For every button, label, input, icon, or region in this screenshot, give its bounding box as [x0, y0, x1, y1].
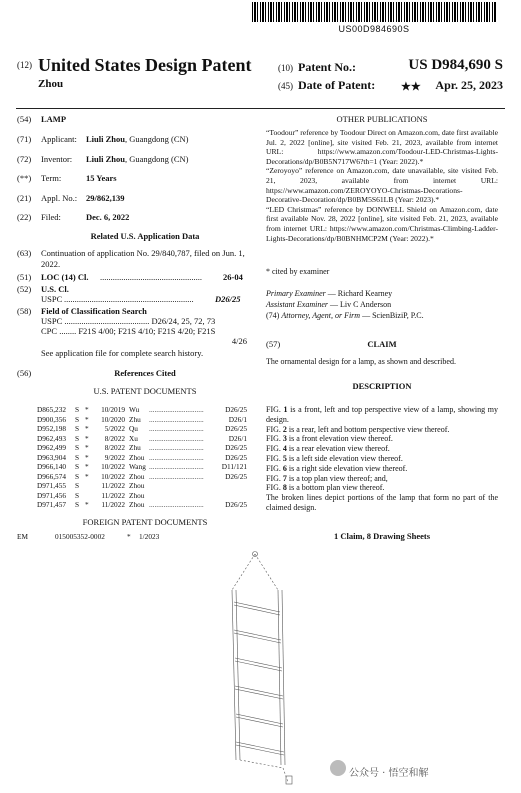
header-rule	[16, 108, 505, 109]
ref-cls: D26/25	[225, 443, 247, 452]
other-publications-title: OTHER PUBLICATIONS	[336, 114, 428, 124]
ref-num: D966,140	[37, 462, 66, 471]
ref-star: *	[85, 424, 89, 433]
ref-cls: D26/25	[225, 424, 247, 433]
ref-num: D962,499	[37, 443, 66, 452]
ref-leader-dots: ..............................	[149, 414, 204, 424]
ref-name: Zhu	[129, 414, 141, 424]
publication-item: “LED Christmas” reference by DONWELL Shield on Amazon.com, date first available Nov. 28, 2022 [online], site visited Feb. 21, 2023, available from internet URL: https://www.amazon.com/Christmas-Climbing-Ladder-Lights-Decorations/dp/B0BNHMCP2M (Year: 2022).*	[266, 204, 498, 243]
ref-star: *	[85, 443, 89, 452]
figure-description: FIG. 1 is a front, left and top perspective view of a lamp, showing my design.	[266, 405, 498, 424]
ref-name: Zhou	[129, 452, 145, 462]
document-title: United States Design Patent	[38, 55, 252, 75]
code-45: (45)	[278, 81, 293, 91]
ref-cls: D11/121	[221, 462, 247, 471]
publication-item: “Toodour” reference by Toodour Direct on Amazon.com, date first available Jul. 2, 2022 [online], site visited Feb. 21, 2023, available from internet URL: https://www.amazon.com/Toodour-LED-Christmas-Lights-Decorations/dp/B0B5N717W6?th=1 (Year: 2022).*	[266, 128, 498, 166]
table-row	[37, 424, 247, 434]
table-row	[37, 500, 247, 510]
ref-name: Zhou	[129, 490, 145, 500]
table-row	[37, 434, 247, 444]
ref-name: Zhou	[129, 500, 145, 509]
ref-leader-dots: ..............................	[149, 471, 204, 481]
barcode-number: US00D984690S	[338, 24, 410, 34]
ref-k: S	[75, 424, 80, 433]
field-51: (51) LOC (14) Cl. ................................................ 26-04	[17, 272, 243, 282]
lamp-drawing	[180, 550, 330, 785]
ref-num: D962,493	[37, 433, 66, 443]
ref-name: Zhu	[129, 443, 141, 452]
ref-star: *	[85, 471, 89, 481]
ref-k: S	[75, 414, 80, 424]
ref-date: 10/2022	[101, 471, 125, 481]
claim-header: (57) CLAIM	[266, 339, 498, 351]
ref-date: 11/2022	[101, 481, 125, 490]
ref-leader-dots: ..............................	[149, 433, 204, 443]
ref-date: 9/2022	[104, 452, 125, 462]
cited-by-examiner: * cited by examiner	[266, 267, 330, 276]
related-data-title: Related U.S. Application Data	[90, 231, 200, 241]
ref-k: S	[75, 490, 80, 500]
patent-number: US D984,690 S	[408, 57, 503, 73]
figure-description: FIG. 7 is a top plan view thereof; and,	[266, 473, 388, 483]
figure-description: FIG. 6 is a right side elevation view thereof.	[266, 463, 408, 473]
ref-cls: D26/25	[225, 471, 247, 481]
ref-k: S	[75, 471, 80, 481]
field-72: (72) Inventor: Liuli Zhou, Guangdong (CN)	[17, 154, 189, 164]
ref-num: D971,457	[37, 500, 66, 509]
term-stars: ★★	[401, 81, 421, 93]
table-row	[37, 415, 247, 425]
table-row	[37, 405, 247, 415]
field-term: (**) Term: 15 Years	[17, 173, 117, 183]
ref-star: *	[85, 500, 89, 509]
ref-k: S	[75, 443, 80, 452]
ref-num: D865,232	[37, 405, 66, 414]
us-references-table	[37, 405, 247, 510]
foreign-docs-title: FOREIGN PATENT DOCUMENTS	[82, 517, 208, 527]
ref-k: S	[75, 433, 80, 443]
barcode	[252, 2, 496, 22]
ref-date: 10/2020	[101, 414, 125, 424]
ref-cls: D26/25	[225, 500, 247, 509]
ref-k: S	[75, 481, 80, 490]
ref-num: D963,904	[37, 452, 66, 462]
assistant-examiner: Assistant Examiner — Liv C Anderson	[266, 300, 392, 309]
ref-star: *	[85, 405, 89, 414]
figure-descriptions	[266, 405, 498, 493]
figure-description: FIG. 4 is a rear elevation view thereof.	[266, 444, 390, 454]
patent-date: Apr. 25, 2023	[435, 78, 503, 92]
ref-name: Zhou	[129, 481, 145, 490]
table-row	[37, 491, 247, 501]
wechat-icon	[330, 760, 346, 776]
ref-date: 11/2022	[101, 500, 125, 509]
ref-cls: D26/25	[225, 405, 247, 414]
figure-description: FIG. 5 is a left side elevation view thereof.	[266, 453, 403, 463]
ref-num: D952,198	[37, 424, 66, 433]
ref-date: 5/2022	[104, 424, 125, 433]
table-row	[37, 462, 247, 472]
field-22: (22) Filed: Dec. 6, 2022	[17, 212, 130, 222]
ref-num: D971,455	[37, 481, 66, 490]
ref-cls: D26/1	[228, 414, 247, 424]
field-71: (71) Applicant: Liuli Zhou, Guangdong (CN)	[17, 134, 189, 144]
figure-description: FIG. 3 is a front elevation view thereof.	[266, 434, 393, 444]
ref-leader-dots: ..............................	[149, 462, 204, 471]
ref-k: S	[75, 500, 80, 509]
ref-star: *	[85, 433, 89, 443]
figure-description: FIG. 8 is a bottom plan view thereof.	[266, 483, 385, 493]
ref-leader-dots: ..............................	[149, 443, 204, 452]
claim-text: The ornamental design for a lamp, as shown and described.	[266, 357, 456, 366]
ref-star: *	[85, 462, 89, 471]
ref-k: S	[75, 452, 80, 462]
field-52: (52) U.S. Cl. USPC ............................................................. D26/25	[17, 284, 241, 304]
ref-date: 10/2022	[101, 462, 125, 471]
description-title: DESCRIPTION	[352, 381, 412, 391]
ref-cls: D26/1	[228, 433, 247, 443]
attorney: (74) Attorney, Agent, or Firm — ScienBiziP, P.C.	[266, 311, 424, 320]
field-54: (54) LAMP	[17, 114, 67, 124]
date-label: Date of Patent:	[298, 78, 376, 92]
table-row	[37, 481, 247, 491]
figure-description: FIG. 2 is a rear, left and bottom perspective view thereof.	[266, 424, 450, 434]
ref-date: 10/2019	[101, 405, 125, 414]
ref-leader-dots: ..............................	[149, 452, 204, 462]
ref-name: Xu	[129, 433, 138, 443]
ref-date: 8/2022	[104, 443, 125, 452]
table-row	[37, 443, 247, 453]
left-column: (54) LAMP (71) Applicant: Liuli Zhou, Guangdong (CN) (72) Inventor: Liuli Zhou, Guangdong (CN) (**) Term: 15 Years (21) Appl. No.: 29/862,139 (22) Filed: Dec. 6, 2022 Related U.S. Application Data (63) Continuation of application No. 29/840,787, filed on Jun. 1, 2022. (51) LOC (14) Cl. ................................................ 26-04 (52) U.S. Cl. USPC ............................................................. D26/25 (58) Field of Classification Search USPC ........................................ D26/24, 25, 72, 73 CPC ........ F21S 4/00; F21S 4/10; F21S 4/20; F21S 4/26 See application file for complete search history. (56) References Cited U.S. PATENT DOCUMENTS	[0, 114, 250, 414]
other-publications-list	[266, 128, 498, 243]
us-docs-title: U.S. PATENT DOCUMENTS	[93, 386, 197, 396]
design-title: LAMP	[41, 114, 67, 124]
ref-leader-dots: ..............................	[149, 500, 204, 509]
ref-name: Wang	[129, 462, 146, 471]
ref-name: Qu	[129, 424, 138, 433]
ref-k: S	[75, 462, 80, 471]
ref-name: Zhou	[129, 471, 145, 481]
primary-examiner: Primary Examiner — Richard Kearney	[266, 289, 393, 298]
claims-count: 1 Claim, 8 Drawing Sheets	[333, 531, 431, 541]
ref-star: *	[85, 452, 89, 462]
code-12: (12)	[17, 60, 32, 70]
ref-cls: D26/25	[225, 452, 247, 462]
ref-num: D971,456	[37, 490, 66, 500]
ref-name: Wu	[129, 405, 140, 414]
watermark: 公众号 · 悟空和解	[349, 768, 429, 779]
publication-item: “Zeroyoyo” reference on Amazon.com, date unavailable, site visited Feb. 21, 2023, available from internet URL: https://www.amazon.com/ZEROYOYO-Christmas-Decorations-Decorative-Decoration/dp/B0BM5S61LB (Year: 2023).*	[266, 166, 498, 205]
ref-leader-dots: ..............................	[149, 405, 204, 414]
ref-k: S	[75, 405, 80, 414]
ref-num: D966,574	[37, 471, 66, 481]
broken-lines-note: The broken lines depict portions of the lamp that form no part of the claimed design.	[266, 493, 498, 512]
table-row	[37, 453, 247, 463]
ref-num: D900,356	[37, 414, 66, 424]
field-21: (21) Appl. No.: 29/862,139	[17, 193, 125, 203]
field-56: (56) References Cited	[17, 368, 176, 378]
ref-date: 11/2022	[101, 490, 125, 500]
table-row	[37, 472, 247, 482]
patent-no-label: Patent No.:	[298, 60, 356, 74]
ref-date: 8/2022	[104, 433, 125, 443]
author: Zhou	[38, 78, 64, 90]
ref-star: *	[85, 414, 89, 424]
ref-leader-dots: ..............................	[149, 424, 204, 433]
claim-title: CLAIM	[367, 339, 397, 349]
code-10: (10)	[278, 63, 293, 73]
foreign-reference: EM 015005352-0002 * 1/2023	[17, 532, 160, 541]
